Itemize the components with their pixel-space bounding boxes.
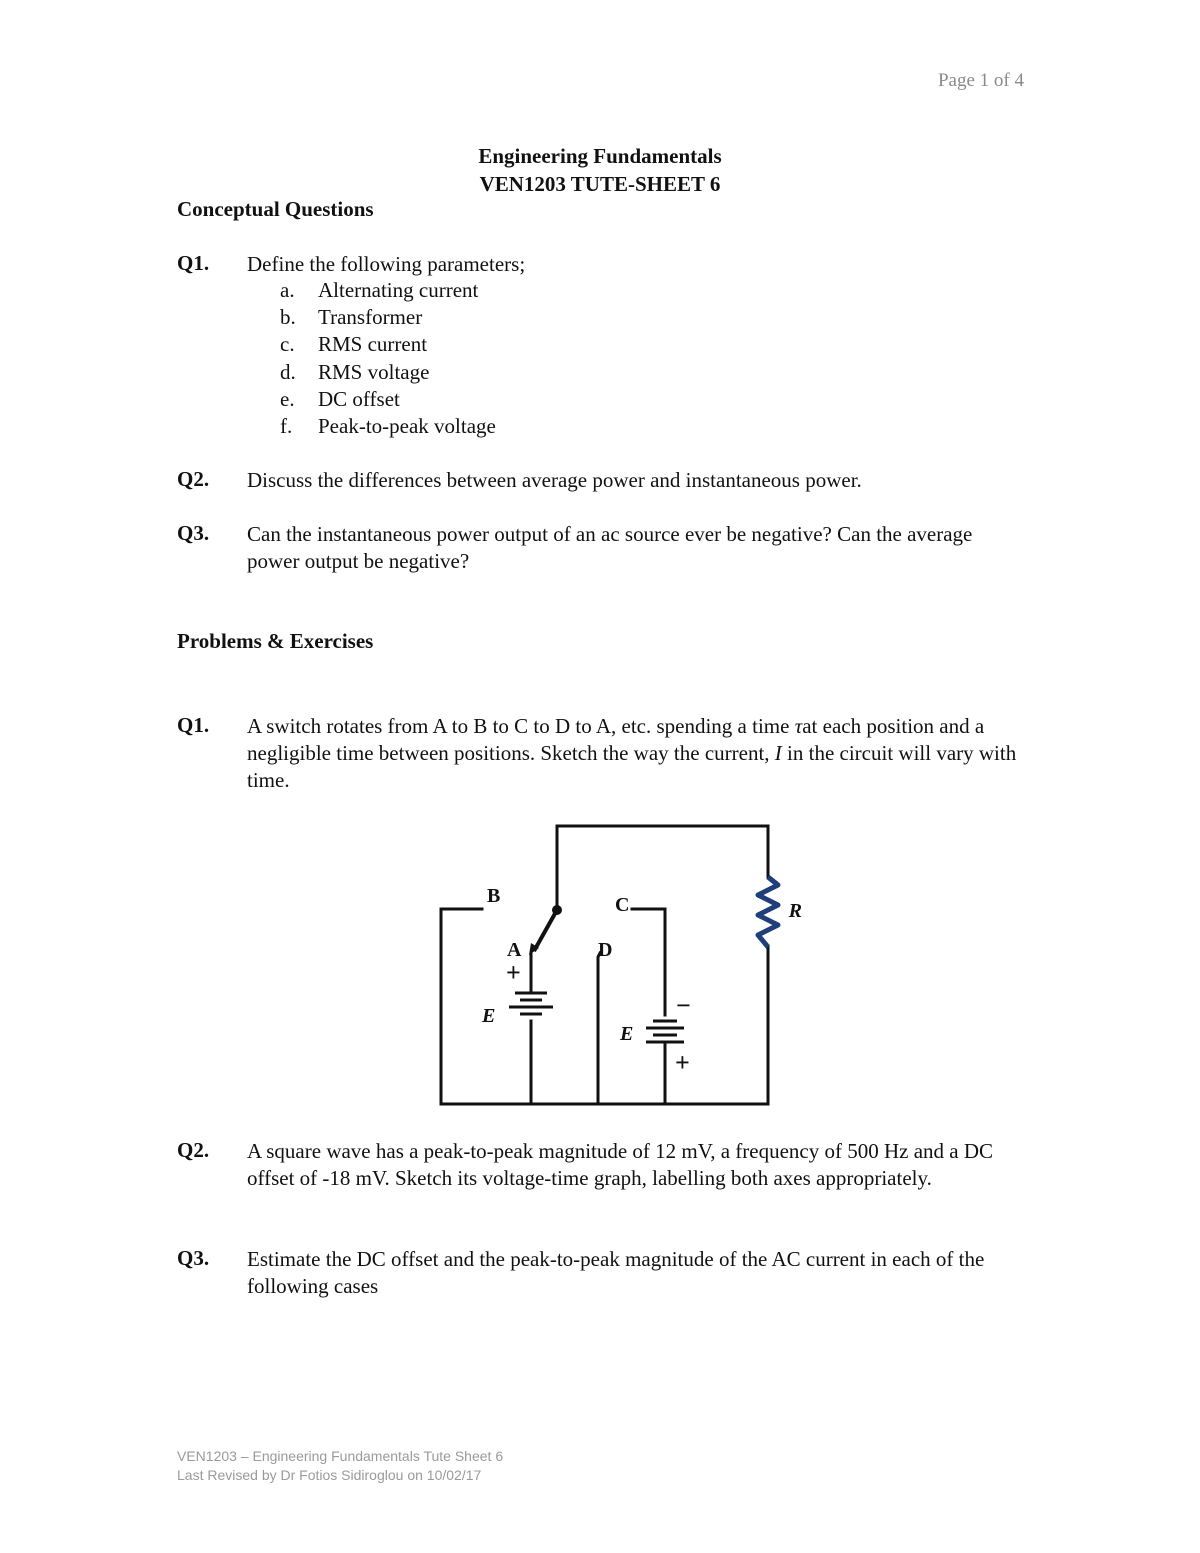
conceptual-heading: Conceptual Questions — [177, 197, 374, 221]
document-title — [0, 142, 1200, 198]
list-item: c. RMS current — [280, 332, 428, 357]
plus-sign-2: + — [675, 1048, 690, 1077]
conceptual-q1-list — [280, 277, 496, 440]
problems-q2-text: A square wave has a peak-to-peak magnitude of 12 mV, a frequency of 500 Hz and a DC offset of -18 mV. Sketch its voltage-time graph, labelling both axes appropriately. — [247, 1139, 994, 1190]
list-item: d. RMS voltage — [280, 359, 430, 384]
current-symbol: I — [774, 741, 782, 765]
battery-2 — [646, 1021, 684, 1042]
label-a: A — [507, 939, 522, 961]
title-line-2: VEN1203 TUTE-SHEET 6 — [479, 172, 721, 196]
problems-q3-label: Q3. — [177, 1246, 210, 1270]
title-line-1: Engineering Fundamentals — [478, 144, 722, 168]
label-e1: E — [482, 1005, 496, 1027]
resistor — [758, 877, 778, 947]
problems-q3-text: Estimate the DC offset and the peak-to-peak magnitude of the AC current in each of the following cases — [247, 1247, 985, 1298]
conceptual-q1-label: Q1. — [177, 251, 210, 275]
wire-c — [632, 909, 665, 1015]
label-c: C — [615, 894, 630, 916]
footer — [177, 1447, 503, 1485]
wire-top — [557, 826, 768, 909]
circuit-diagram — [420, 815, 800, 1115]
label-r: R — [788, 900, 802, 922]
list-item: b. Transformer — [280, 305, 423, 330]
problems-q1-label: Q1. — [177, 713, 210, 737]
problems-heading: Problems & Exercises — [177, 629, 374, 653]
switch-arm — [534, 910, 557, 951]
plus-sign-1: + — [506, 958, 521, 987]
conceptual-q2-text: Discuss the differences between average power and instantaneous power. — [247, 468, 862, 492]
battery-1 — [509, 993, 553, 1014]
tau-symbol: τ — [794, 714, 803, 738]
list-item: e. DC offset — [280, 386, 400, 411]
footer-line-2: Last Revised by Dr Fotios Sidiroglou on 10/02/17 — [177, 1467, 482, 1483]
label-e2: E — [620, 1023, 634, 1045]
problems-q1-text: A switch rotates from A to B to C to D to A, etc. spending a time τat each position and a negligible time between positions. Sketch the way the current, I in the circuit will vary with time. — [247, 714, 1017, 792]
conceptual-q3-label: Q3. — [177, 521, 210, 545]
list-item: a. Alternating current — [280, 278, 479, 302]
minus-sign-2: − — [676, 991, 691, 1020]
label-b: B — [487, 885, 501, 907]
conceptual-q2-label: Q2. — [177, 467, 210, 491]
list-item: f. Peak-to-peak voltage — [280, 414, 496, 439]
problems-q2-label: Q2. — [177, 1138, 210, 1162]
conceptual-q3-text: Can the instantaneous power output of an ac source ever be negative? Can the average power output be negative? — [247, 522, 973, 573]
footer-line-1: VEN1203 – Engineering Fundamentals Tute Sheet 6 — [177, 1448, 504, 1464]
switch-pivot — [552, 905, 562, 915]
conceptual-q1-text: Define the following parameters; — [247, 252, 526, 276]
page-number: Page 1 of 4 — [937, 70, 1024, 91]
wire-d — [598, 953, 600, 1104]
label-d: D — [598, 939, 613, 961]
wire-b — [441, 909, 482, 1104]
